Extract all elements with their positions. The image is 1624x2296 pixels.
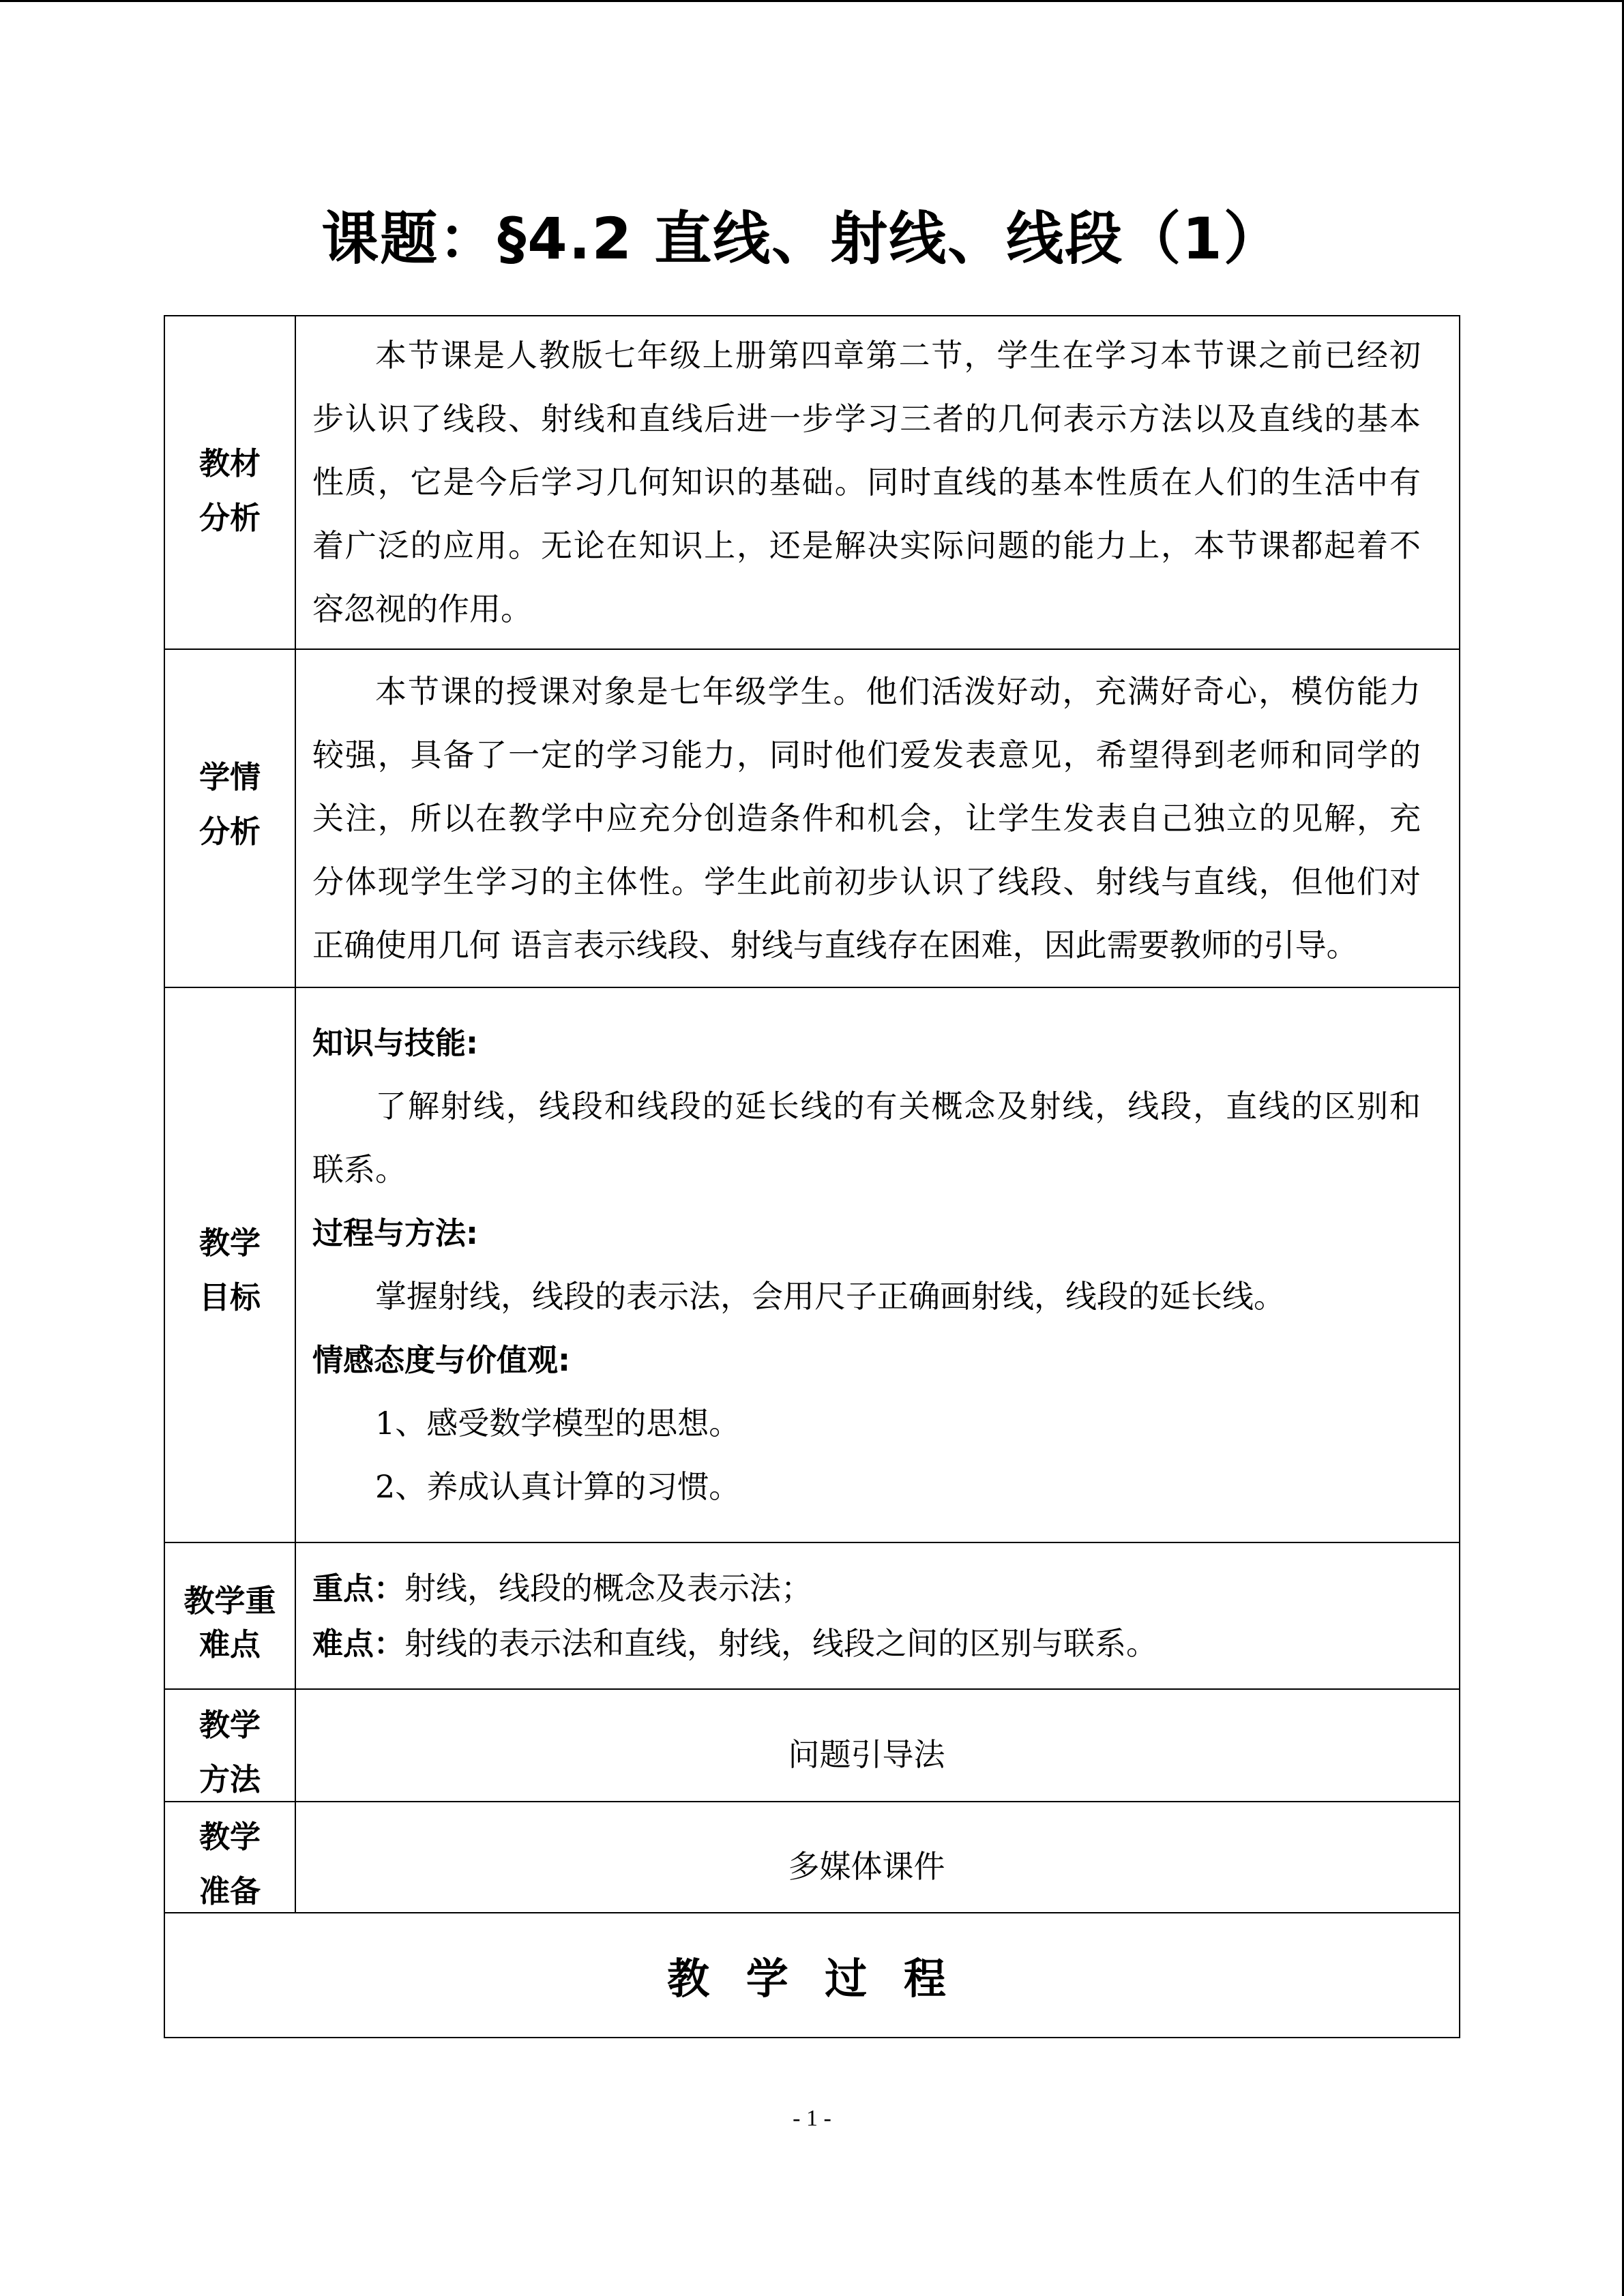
method-text: 问题引导法 — [788, 1735, 945, 1773]
row-key-difficult-points — [165, 1543, 1459, 1690]
row-label-line: 教学 — [198, 1818, 261, 1855]
paragraph-line: 着广泛的应用。无论在知识上，还是解决实际问题的能力上，本节课都起着不 — [312, 527, 1421, 564]
list-item: 2、养成认真计算的习惯。 — [375, 1468, 741, 1505]
paragraph-line: 步认识了线段、射线和直线后进一步学习三者的几何表示方法以及直线的基本 — [312, 400, 1421, 437]
key-points-text — [296, 1543, 1459, 1688]
objective-heading-attitude: 情感态度与价值观: — [312, 1342, 570, 1378]
row-label-line: 分析 — [198, 814, 261, 850]
row-teaching-process — [165, 1913, 1459, 2037]
row-label-line: 教材 — [198, 445, 261, 481]
objective-heading-knowledge: 知识与技能: — [312, 1025, 478, 1061]
row-student-analysis — [165, 650, 1459, 988]
row-label-line: 教学 — [198, 1225, 261, 1261]
row-label-method — [165, 1690, 296, 1801]
difficult-point-line — [312, 1616, 1421, 1671]
teaching-objectives-text — [296, 988, 1459, 1542]
row-materials-analysis — [165, 316, 1459, 650]
list-item: 1、感受数学模型的思想。 — [375, 1405, 741, 1442]
teaching-method-value — [296, 1690, 1459, 1801]
paragraph-line: 容忽视的作用。 — [312, 591, 532, 627]
lesson-plan-table — [164, 315, 1460, 2038]
page-number: - 1 - — [793, 2106, 831, 2131]
student-analysis-text — [296, 650, 1459, 987]
row-label-key-points — [165, 1543, 296, 1688]
row-label-line: 教学重 — [183, 1582, 276, 1619]
materials-analysis-text — [296, 316, 1459, 648]
row-label-line: 目标 — [198, 1279, 261, 1315]
row-teaching-preparation — [165, 1802, 1459, 1913]
paragraph-line: 正确使用几何 语言表示线段、射线与直线存在困难，因此需要教师的引导。 — [312, 926, 1358, 964]
difficult-point-label: 难点： — [312, 1625, 405, 1662]
lesson-title: 课题：§4.2 直线、射线、线段（1） — [321, 205, 1282, 272]
paragraph-line: 较强，具备了一定的学习能力，同时他们爱发表意见，希望得到老师和同学的 — [312, 736, 1421, 773]
row-label-preparation — [165, 1802, 296, 1912]
key-point-label: 重点： — [312, 1570, 405, 1607]
key-point-line — [312, 1561, 1421, 1616]
preparation-text: 多媒体课件 — [788, 1847, 945, 1885]
difficult-point-text: 射线的表示法和直线，射线，线段之间的区别与联系。 — [404, 1624, 1158, 1662]
paragraph-line: 掌握射线，线段的表示法，会用尺子正确画射线，线段的延长线。 — [375, 1278, 1285, 1315]
row-teaching-method — [165, 1690, 1459, 1802]
paragraph-line: 本节课是人教版七年级上册第四章第二节，学生在学习本节课之前已经初 — [375, 337, 1421, 374]
row-label-line: 难点 — [198, 1626, 261, 1663]
page-edge-top — [0, 0, 1624, 2]
objective-heading-process: 过程与方法: — [312, 1215, 478, 1251]
paragraph-line: 了解射线，线段和线段的延长线的有关概念及射线，线段，直线的区别和 — [375, 1088, 1421, 1124]
row-label-line: 教学 — [198, 1706, 261, 1743]
teaching-process-heading: 教 学 过 程 — [667, 1954, 957, 2003]
row-label-line: 方法 — [198, 1761, 261, 1798]
row-teaching-objectives — [165, 988, 1459, 1543]
row-label-line: 学情 — [198, 759, 261, 795]
paragraph-line: 分体现学生学习的主体性。学生此前初步认识了线段、射线与直线，但他们对 — [312, 863, 1421, 900]
row-label-line: 分析 — [198, 499, 261, 536]
paragraph-line: 关注，所以在教学中应充分创造条件和机会，让学生发表自己独立的见解，充 — [312, 799, 1421, 837]
row-label-line: 准备 — [198, 1873, 261, 1909]
row-label-students — [165, 650, 296, 987]
row-label-objectives — [165, 988, 296, 1542]
paragraph-line: 本节课的授课对象是七年级学生。他们活泼好动，充满好奇心，模仿能力 — [375, 672, 1421, 710]
teaching-preparation-value — [296, 1802, 1459, 1912]
paragraph-line: 联系。 — [312, 1151, 407, 1188]
paragraph-line: 性质，它是今后学习几何知识的基础。同时直线的基本性质在人们的生活中有 — [312, 464, 1421, 501]
row-label-materials — [165, 316, 296, 648]
key-point-text: 射线，线段的概念及表示法； — [404, 1569, 813, 1607]
